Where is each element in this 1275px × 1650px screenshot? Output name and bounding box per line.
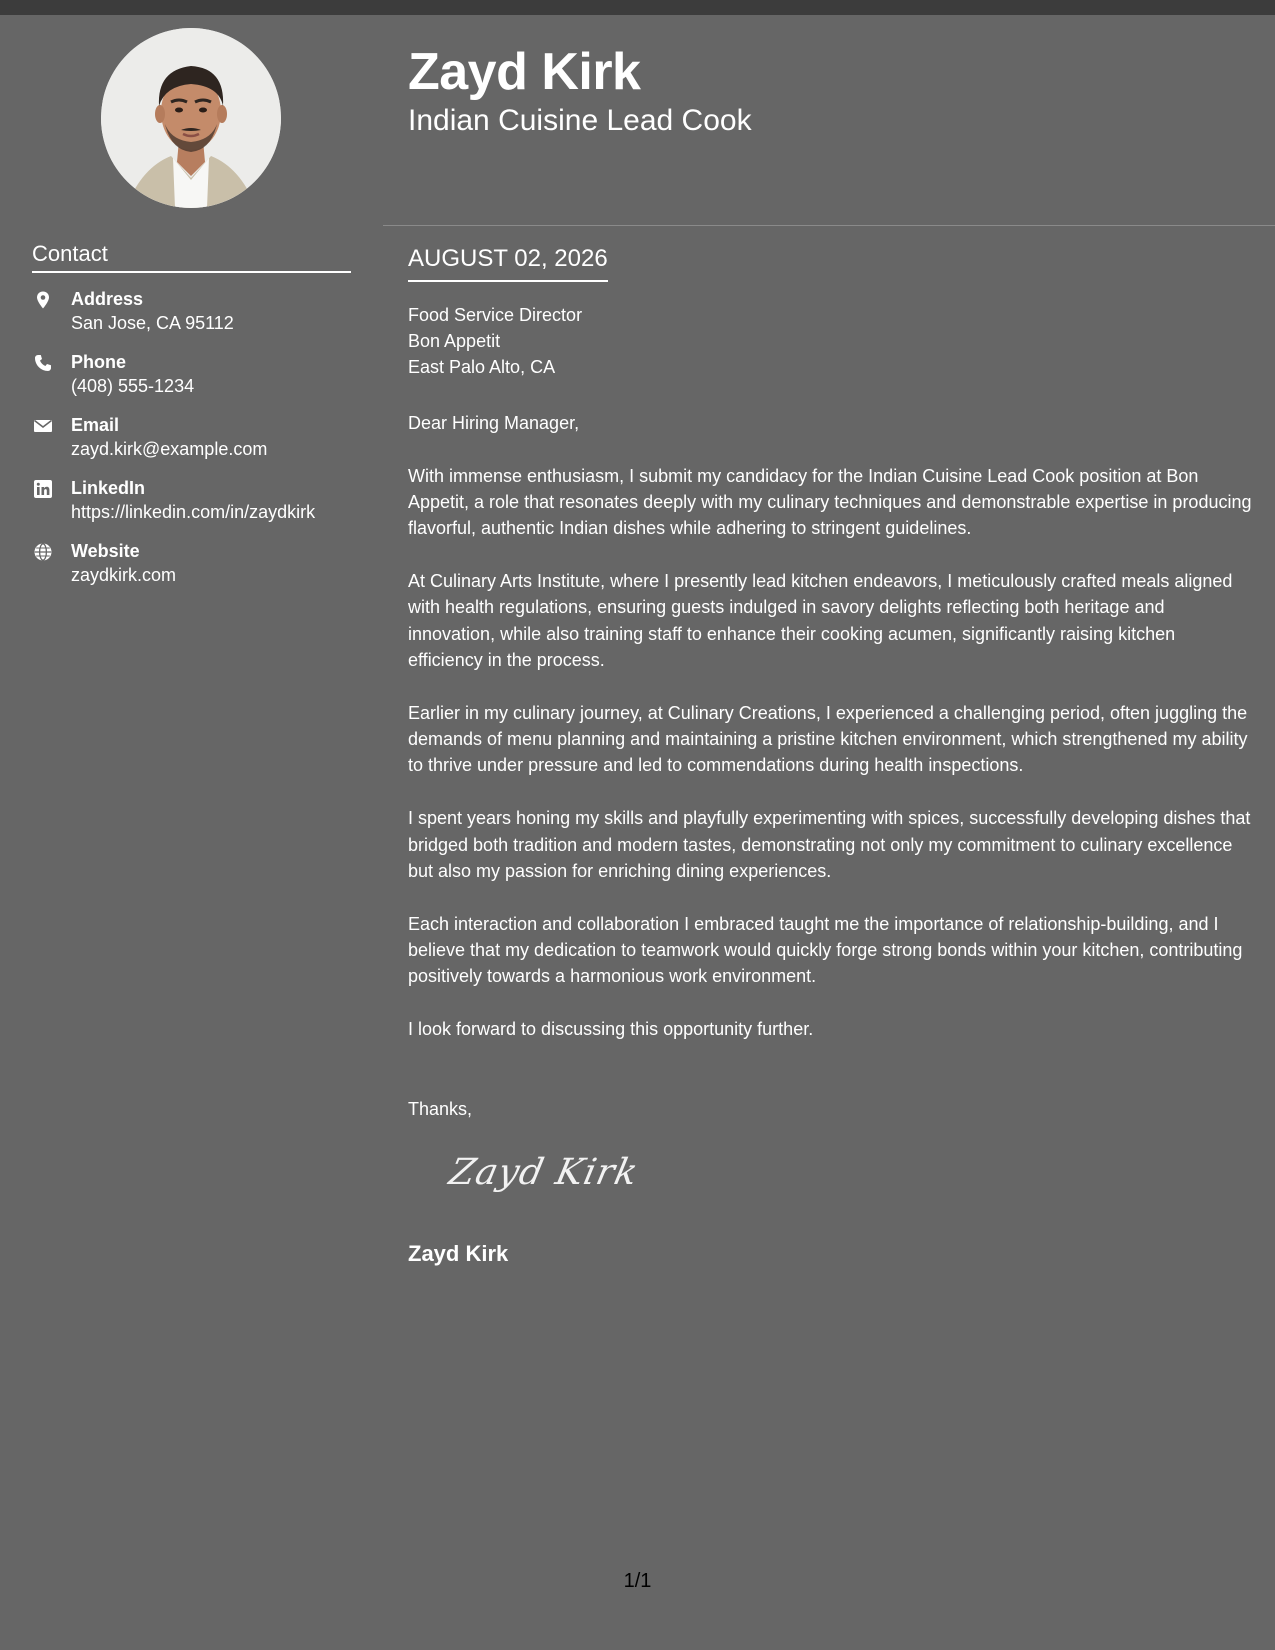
globe-icon [34,543,52,561]
recipient-location: East Palo Alto, CA [408,357,556,377]
contact-value-address: San Jose, CA 95112 [71,313,234,333]
contact-value-linkedin[interactable]: https://linkedin.com/in/zaydkirk [71,502,316,522]
contact-value-website[interactable]: zaydkirk.com [71,565,177,585]
top-bar [0,0,1275,15]
contact-label-phone: Phone [71,352,127,372]
contact-label-email: Email [71,415,120,435]
contact-item-website [32,539,362,602]
recipient-block [408,302,582,380]
envelope-icon [34,417,52,435]
job-title: Indian Cuisine Lead Cook [408,104,752,137]
contact-label-website: Website [71,541,140,561]
sidebar [0,15,383,1635]
profile-photo [101,28,281,208]
contact-value-email[interactable]: zayd.kirk@example.com [71,439,268,459]
contact-item-email [32,413,362,476]
handwritten-signature: Zayd Kirk [445,1152,643,1193]
avatar [101,28,281,208]
contact-item-phone [32,350,362,413]
closing: Thanks, [408,1099,473,1119]
contact-value-phone: (408) 555-1234 [71,376,195,396]
letter-date: AUGUST 02, 2026 [408,244,608,282]
recipient-title: Food Service Director [408,305,583,325]
letter-body [408,410,1254,1069]
body-paragraph: I look forward to discussing this opportunity further. [408,1019,814,1040]
recipient-company: Bon Appetit [408,331,501,351]
signer-name: Zayd Kirk [408,1241,509,1266]
body-paragraph: At Culinary Arts Institute, where I presently lead kitchen endeavors, I meticulously crafted meals aligned with health regulations, ensuring guests indulged in savory delights reflecting both heritage and innovation, while also training staff to enhance their cooking acumen, significantly raising kitchen efficiency in the process. [408,571,1233,671]
body-paragraph: Each interaction and collaboration I embraced taught me the importance of relationship-building, and I believe that my dedication to teamwork would quickly forge strong bonds within your kitchen, contributing positively towards a harmonious work environment. [408,913,1243,987]
body-paragraph: With immense enthusiasm, I submit my candidacy for the Indian Cuisine Lead Cook position at Bon Appetit, a role that resonates deeply with my culinary techniques and demonstrable expertise in producing flavorful, authentic Indian dishes while adhering to stringent guidelines. [408,465,1252,539]
location-pin-icon [34,291,52,309]
phone-icon [34,354,52,372]
page-number: 1/1 [623,1570,652,1592]
applicant-name: Zayd Kirk [408,43,641,101]
contact-label-linkedin: LinkedIn [71,478,146,498]
contact-item-address [32,287,362,350]
contact-list [32,287,362,602]
linkedin-icon [34,480,52,498]
contact-item-linkedin [32,476,362,539]
contact-label-address: Address [71,289,144,309]
contact-heading: Contact [32,241,351,273]
salutation: Dear Hiring Manager, [408,413,580,433]
body-paragraph: Earlier in my culinary journey, at Culinary Creations, I experienced a challenging period, often juggling the demands of menu planning and maintaining a pristine kitchen environment, which strengthened my ability to thrive under pressure and led to commendations during health inspections. [408,702,1248,776]
header-divider [383,225,1275,226]
body-paragraph: I spent years honing my skills and playfully experimenting with spices, successfully developing dishes that bridged both tradition and modern tastes, demonstrating not only my commitment to culinary excellence but also my passion for enriching dining experiences. [408,808,1251,881]
